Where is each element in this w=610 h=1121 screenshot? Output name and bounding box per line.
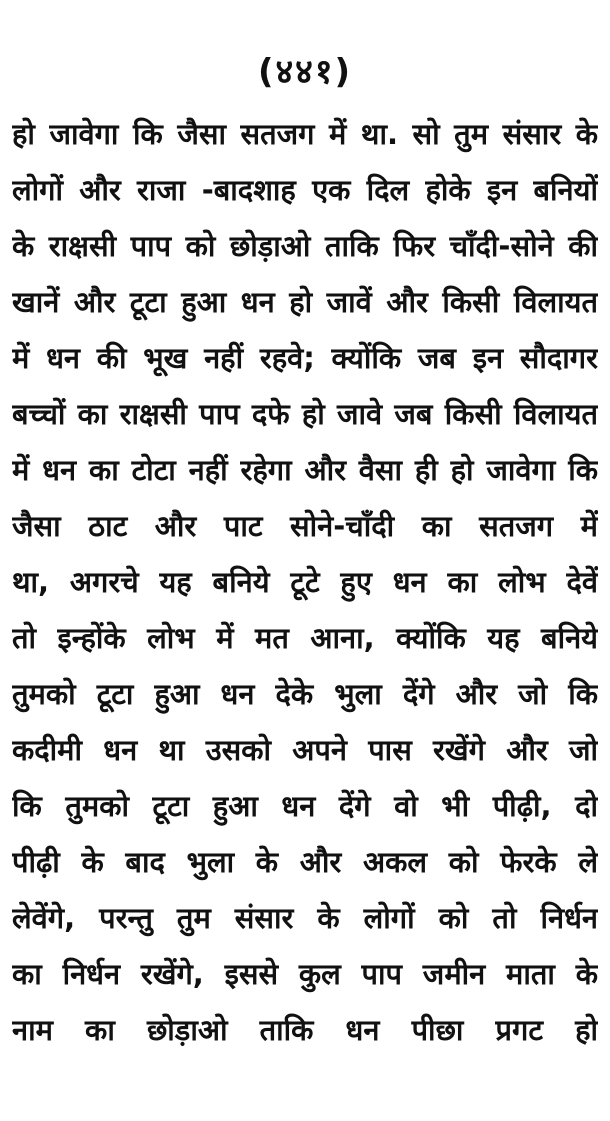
text-line: में धन का टोटा नहीं रहेगा और वैसा ही हो जावेगा कि xyxy=(12,453,598,487)
text-line: था, अगरचे यह बनिये टूटे हुए धन का लोभ देवें xyxy=(12,565,598,599)
text-body xyxy=(12,106,598,1058)
text-line: बच्चों का राक्षसी पाप दफे हो जावे जब किसी विलायत xyxy=(12,397,598,431)
text-line: जैसा ठाट और पाट सोने-चाँदी का सतजग में xyxy=(12,509,598,543)
text-line: तो इन्होंके लोभ में मत आना, क्योंकि यह बनिये xyxy=(12,621,598,655)
text-line: तुमको टूटा हुआ धन देके भुला देंगे और जो कि xyxy=(12,677,598,711)
text-line: नाम का छोड़ाओ ताकि धन पीछा प्रगट हो xyxy=(12,1013,598,1047)
text-line: में धन की भूख नहीं रहवे; क्योंकि जब इन सौदागर xyxy=(12,341,598,375)
text-line: खानें और टूटा हुआ धन हो जावें और किसी विलायत xyxy=(12,285,598,319)
text-line: पीढ़ी के बाद भुला के और अकल को फेरके ले xyxy=(12,845,598,879)
text-line: हो जावेगा कि जैसा सतजग में था. सो तुम संसार के xyxy=(12,117,598,151)
text-line: कदीमी धन था उसको अपने पास रखेंगे और जो xyxy=(12,733,598,767)
text-line: के राक्षसी पाप को छोड़ाओ ताकि फिर चाँदी-सोने की xyxy=(12,229,598,263)
text-line: लेवेंगे, परन्तु तुम संसार के लोगों को तो निर्धन xyxy=(12,901,598,935)
text-line: लोगों और राजा -बादशाह एक दिल होके इन बनियों xyxy=(12,173,598,207)
text-line: कि तुमको टूटा हुआ धन देंगे वो भी पीढ़ी, दो xyxy=(12,789,598,823)
page-number: (४४१) xyxy=(257,52,353,92)
text-line: का निर्धन रखेंगे, इससे कुल पाप जमीन माता के xyxy=(12,957,598,991)
